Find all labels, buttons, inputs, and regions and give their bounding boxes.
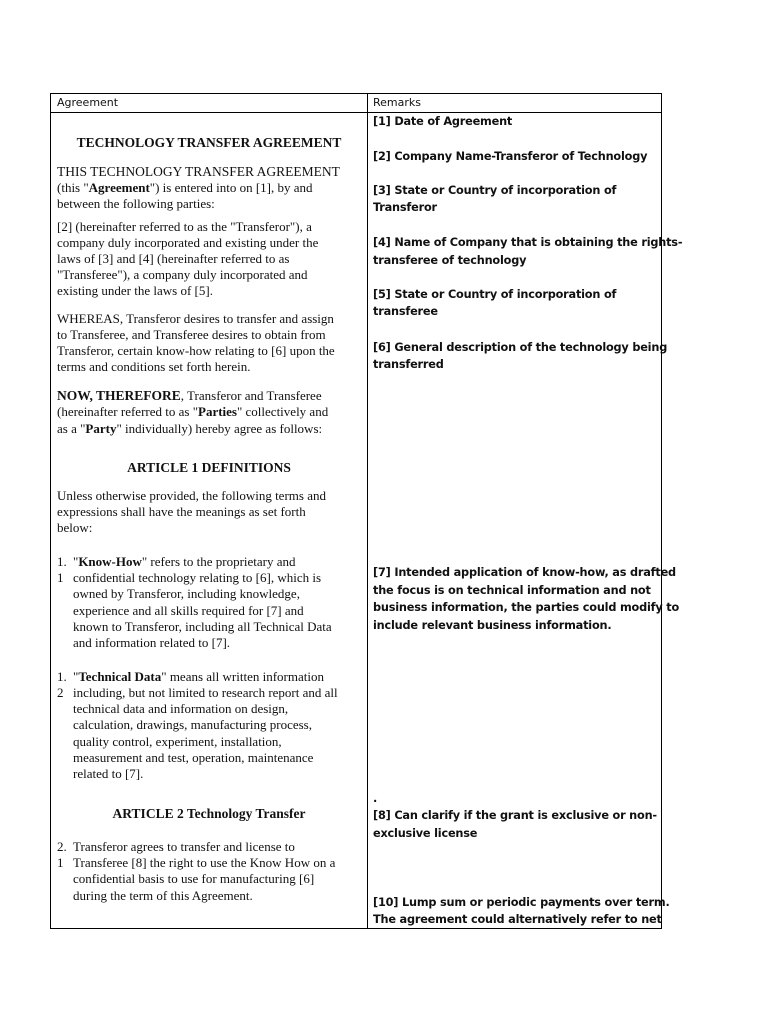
def2-line-2: including, but not limited to research report and all [73, 685, 338, 700]
agreement-table [50, 93, 683, 929]
remark-4-line-1: [4] Name of Company that is obtaining the rights- [373, 236, 683, 249]
now-line-1: NOW, THEREFORE, Transferor and Transferee [57, 388, 322, 403]
remark-7-line-1: [7] Intended application of know-how, as drafted [373, 566, 676, 579]
remark-4-line-2: transferee of technology [373, 254, 527, 267]
intro-line-1: THIS TECHNOLOGY TRANSFER AGREEMENT [57, 164, 340, 179]
def1-line-3: owned by Transferor, including knowledge, [73, 586, 300, 601]
article1-intro-line-3: below: [57, 520, 93, 535]
article-2-title: ARTICLE 2 Technology Transfer [112, 806, 306, 821]
def2-line-5: quality control, experiment, installation, [73, 734, 282, 749]
intro-line-2: (this "Agreement") is entered into on [1], by and [57, 180, 313, 195]
article-1-title: ARTICLE 1 DEFINITIONS [127, 460, 291, 475]
def1-line-1: "Know-How" refers to the proprietary and [73, 554, 296, 569]
header-divider [51, 112, 661, 113]
remark-3-line-1: [3] State or Country of incorporation of [373, 184, 617, 197]
whereas-line-3: Transferor, certain know-how relating to [6] upon the [57, 343, 335, 358]
remark-dot: . [373, 792, 378, 805]
remark-6-line-1: [6] General description of the technology being [373, 341, 668, 354]
header-remarks: Remarks [373, 96, 421, 109]
remark-8-line-2: exclusive license [373, 827, 478, 840]
def2-line-4: calculation, drawings, manufacturing process, [73, 717, 312, 732]
clause21-line-2: Transferee [8] the right to use the Know How on a [73, 855, 336, 870]
whereas-line-1: WHEREAS, Transferor desires to transfer and assign [57, 311, 334, 326]
parties-line-3: laws of [3] and [4] (hereinafter referred to as [57, 251, 290, 266]
now-line-2: (hereinafter referred to as "Parties" collectively and [57, 404, 329, 419]
clause21-number-a: 2. [57, 839, 67, 854]
remark-10-line-1: [10] Lump sum or periodic payments over term. [373, 896, 670, 909]
def1-line-2: confidential technology relating to [6], which is [73, 570, 322, 585]
def1-line-5: known to Transferor, including all Technical Data [73, 619, 332, 634]
parties-line-1: [2] (hereinafter referred to as the "Transferor"), a [57, 219, 312, 234]
clause21-line-1: Transferor agrees to transfer and license to [73, 839, 295, 854]
remark-10-line-2: The agreement could alternatively refer to net [373, 913, 662, 926]
intro-line-3: between the following parties: [57, 196, 215, 211]
def2-line-7: related to [7]. [73, 766, 144, 781]
remark-1: [1] Date of Agreement [373, 115, 513, 128]
whereas-line-2: to Transferee, and Transferee desires to obtain from [57, 327, 326, 342]
whereas-line-4: terms and conditions set forth herein. [57, 359, 251, 374]
parties-line-5: existing under the laws of [5]. [57, 283, 213, 298]
def2-line-1: "Technical Data" means all written information [73, 669, 324, 684]
remark-7-line-3: business information, the parties could modify to [373, 601, 680, 614]
remark-5-line-2: transferee [373, 305, 438, 318]
def2-line-6: measurement and test, operation, maintenance [73, 750, 314, 765]
def2-line-3: technical data and information on design, [73, 701, 289, 716]
header-agreement: Agreement [57, 96, 119, 109]
def2-number-b: 2 [57, 685, 64, 700]
parties-line-4: "Transferee"), a company duly incorporated and [57, 267, 308, 282]
clause21-number-b: 1 [57, 855, 64, 870]
clause21-line-3: confidential basis to use for manufacturing [6] [73, 871, 315, 886]
column-divider [367, 94, 368, 928]
def1-line-4: experience and all skills required for [7] and [73, 603, 304, 618]
remark-8-line-1: [8] Can clarify if the grant is exclusive or non- [373, 809, 657, 822]
clause21-line-4: during the term of this Agreement. [73, 888, 253, 903]
def1-number-b: 1 [57, 570, 64, 585]
article1-intro-line-1: Unless otherwise provided, the following terms and [57, 488, 326, 503]
def1-number-a: 1. [57, 554, 67, 569]
article1-intro-line-2: expressions shall have the meanings as set forth [57, 504, 306, 519]
def2-number-a: 1. [57, 669, 67, 684]
parties-line-2: company duly incorporated and existing under the [57, 235, 319, 250]
def1-line-6: and information related to [7]. [73, 635, 231, 650]
remark-6-line-2: transferred [373, 358, 444, 371]
remark-7-line-2: the focus is on technical information and not [373, 584, 651, 597]
agreement-title: TECHNOLOGY TRANSFER AGREEMENT [76, 135, 342, 150]
remark-2: [2] Company Name-Transferor of Technology [373, 150, 648, 163]
remark-7-line-4: include relevant business information. [373, 619, 612, 632]
remark-3-line-2: Transferor [373, 201, 437, 214]
now-line-3: as a "Party" individually) hereby agree as follows: [57, 421, 323, 436]
remark-5-line-1: [5] State or Country of incorporation of [373, 288, 617, 301]
